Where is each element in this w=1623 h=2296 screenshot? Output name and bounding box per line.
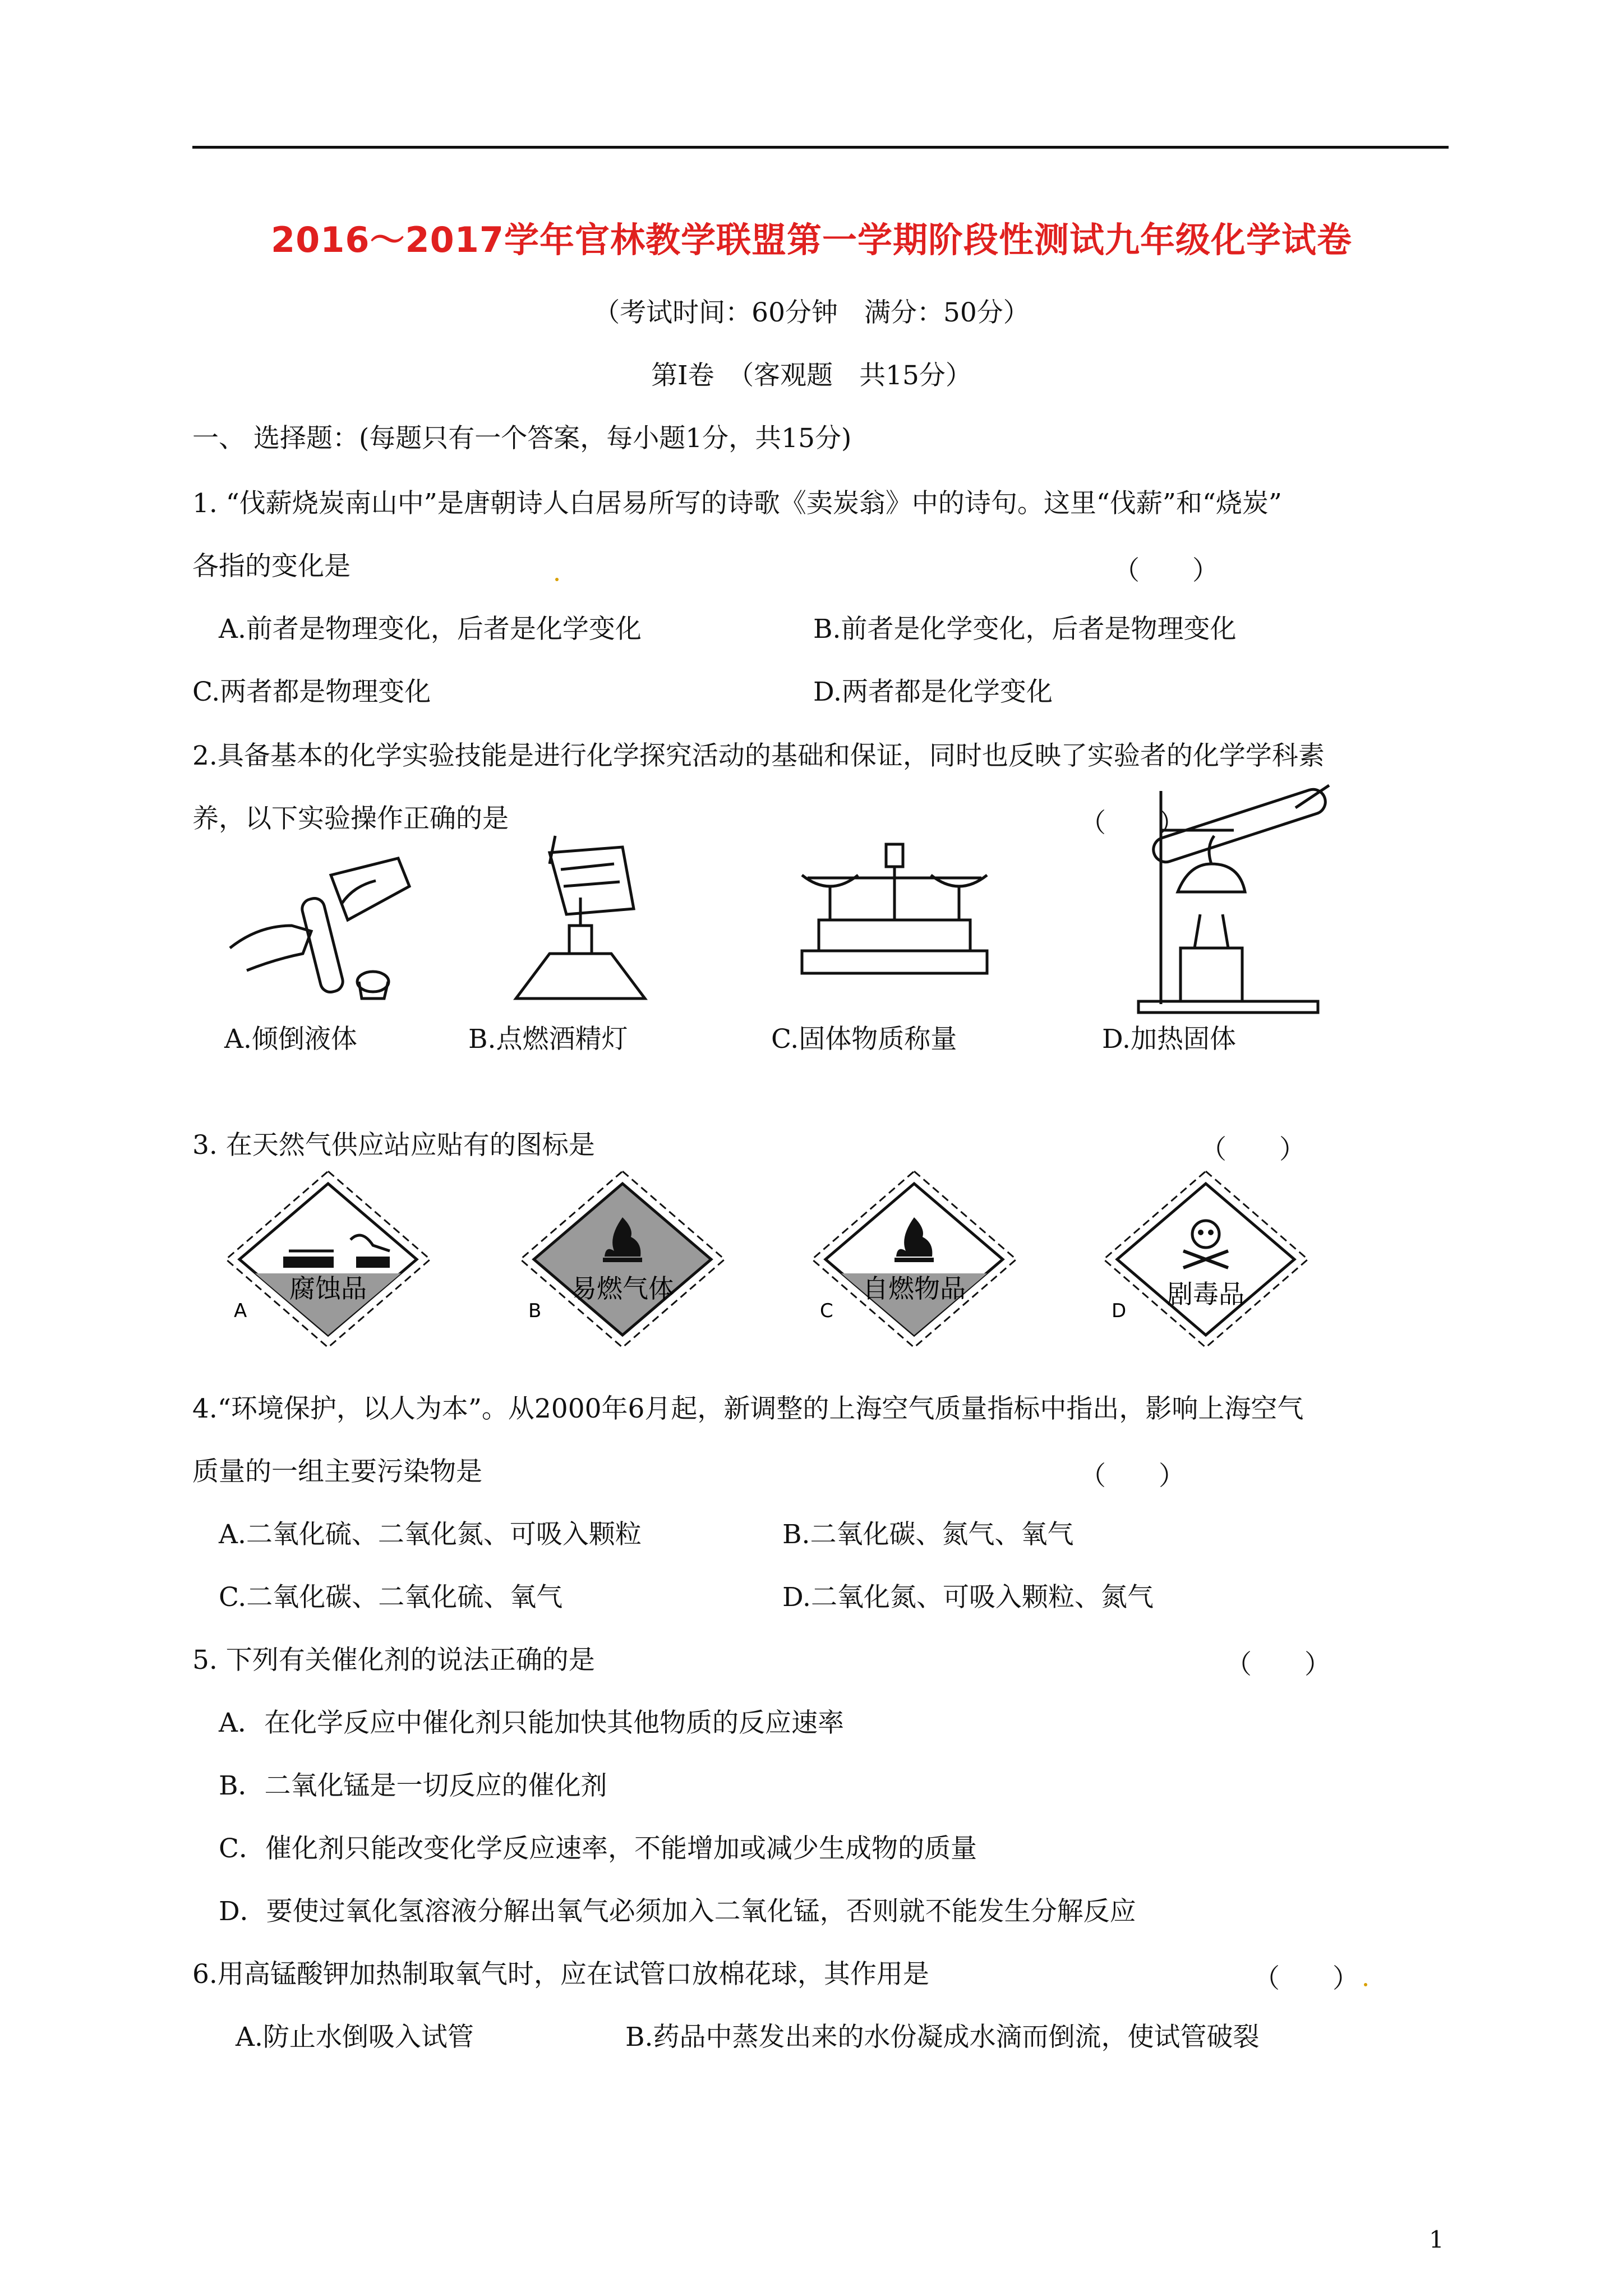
sign-c-text: 自燃物品	[863, 1273, 966, 1304]
hazard-sign-corrosive	[222, 1167, 435, 1352]
exam-info: （考试时间：60分钟 满分：50分）	[593, 297, 1030, 328]
q4-option-b: B.二氧化碳、氮气、氧气	[782, 1519, 1074, 1550]
q5-option-d: D．要使过氧化氢溶液分解出氧气必须加入二氧化锰，否则就不能发生分解反应	[219, 1896, 1136, 1927]
sign-b-letter: B	[528, 1300, 542, 1322]
q4-option-c: C.二氧化碳、二氧化硫、氧气	[219, 1582, 563, 1613]
pour-liquid-figure	[213, 841, 415, 1004]
balance-scale-figure	[791, 836, 993, 982]
q5-option-a: A．在化学反应中催化剂只能加快其他物质的反应速率	[219, 1708, 844, 1738]
exam-title: 2016～2017学年官林教学联盟第一学期阶段性测试九年级化学试卷	[270, 219, 1353, 260]
section-heading: 第Ⅰ卷 （客观题 共15分）	[651, 360, 972, 391]
q6-answer-paren: （ ）	[1253, 1963, 1359, 1994]
q1-option-c: C.两者都是物理变化	[192, 677, 431, 707]
q1-option-d: D.两者都是化学变化	[813, 677, 1053, 707]
q2-stem-line2: 养，以下实验操作正确的是	[192, 803, 509, 834]
q1-stem-line2: 各指的变化是	[192, 551, 351, 582]
stray-dot	[555, 578, 559, 581]
hazard-sign-flammable-gas	[516, 1167, 729, 1352]
q5-option-c: C．催化剂只能改变化学反应速率，不能增加或减少生成物的质量	[219, 1833, 977, 1864]
q1-answer-paren: （ ）	[1113, 555, 1219, 586]
q1-option-b: B.前者是化学变化，后者是物理变化	[813, 614, 1237, 645]
light-alcohol-lamp-figure	[494, 830, 667, 1004]
q1-option-a: A.前者是物理变化，后者是化学变化	[219, 614, 642, 645]
q5-stem: 5. 下列有关催化剂的说法正确的是	[192, 1645, 595, 1676]
q1-stem-line1: 1. “伐薪烧炭南山中”是唐朝诗人白居易所写的诗歌《卖炭翁》中的诗句。这里“伐薪”和“烧炭”	[192, 488, 1282, 519]
sign-d-letter: D	[1112, 1300, 1127, 1322]
q4-answer-paren: （ ）	[1080, 1461, 1185, 1492]
stray-dot	[1364, 1983, 1367, 1986]
sign-c-letter: C	[820, 1300, 833, 1322]
sign-d-text: 剧毒品	[1167, 1279, 1244, 1309]
q4-stem-line2: 质量的一组主要污染物是	[192, 1456, 482, 1487]
sign-a-letter: A	[234, 1300, 247, 1322]
hazard-sign-toxic	[1099, 1167, 1312, 1352]
q2-option-a: A.倾倒液体	[224, 1024, 357, 1055]
sign-b-text: 易燃气体	[571, 1273, 674, 1304]
q4-option-a: A.二氧化硫、二氧化氮、可吸入颗粒	[219, 1519, 642, 1550]
q6-stem: 6.用高锰酸钾加热制取氧气时，应在试管口放棉花球，其作用是	[192, 1959, 929, 1990]
q2-option-d: D.加热固体	[1102, 1024, 1236, 1055]
q5-option-b: B．二氧化锰是一切反应的催化剂	[219, 1770, 607, 1801]
heat-solid-figure	[1127, 780, 1335, 1015]
q2-stem-line1: 2.具备基本的化学实验技能是进行化学探究活动的基础和保证，同时也反映了实验者的化学学科素	[192, 740, 1325, 771]
q5-answer-paren: （ ）	[1225, 1649, 1331, 1680]
q4-stem-line1: 4.“环境保护，以人为本”。从2000年6月起，新调整的上海空气质量指标中指出，影响上海空气	[192, 1393, 1304, 1424]
part-heading: 一、 选择题：(每题只有一个答案，每小题1分，共15分)	[192, 423, 852, 454]
q2-option-c: C.固体物质称量	[771, 1024, 957, 1055]
q3-stem: 3. 在天然气供应站应贴有的图标是	[192, 1130, 595, 1161]
q3-answer-paren: （ ）	[1200, 1134, 1306, 1165]
q6-option-b: B.药品中蒸发出来的水份凝成水滴而倒流，使试管破裂	[625, 2022, 1260, 2053]
q6-option-a: A.防止水倒吸入试管	[236, 2022, 474, 2053]
sign-a-text: 腐蚀品	[289, 1273, 367, 1304]
q2-answer-paren: （ ）	[1080, 808, 1185, 839]
q4-option-d: D.二氧化氮、可吸入颗粒、氮气	[782, 1582, 1154, 1613]
page-number: 1	[1429, 2226, 1444, 2253]
header-rule	[192, 146, 1449, 149]
q2-option-b: B.点燃酒精灯	[468, 1024, 628, 1055]
hazard-sign-spontaneous-combustion	[808, 1167, 1021, 1352]
